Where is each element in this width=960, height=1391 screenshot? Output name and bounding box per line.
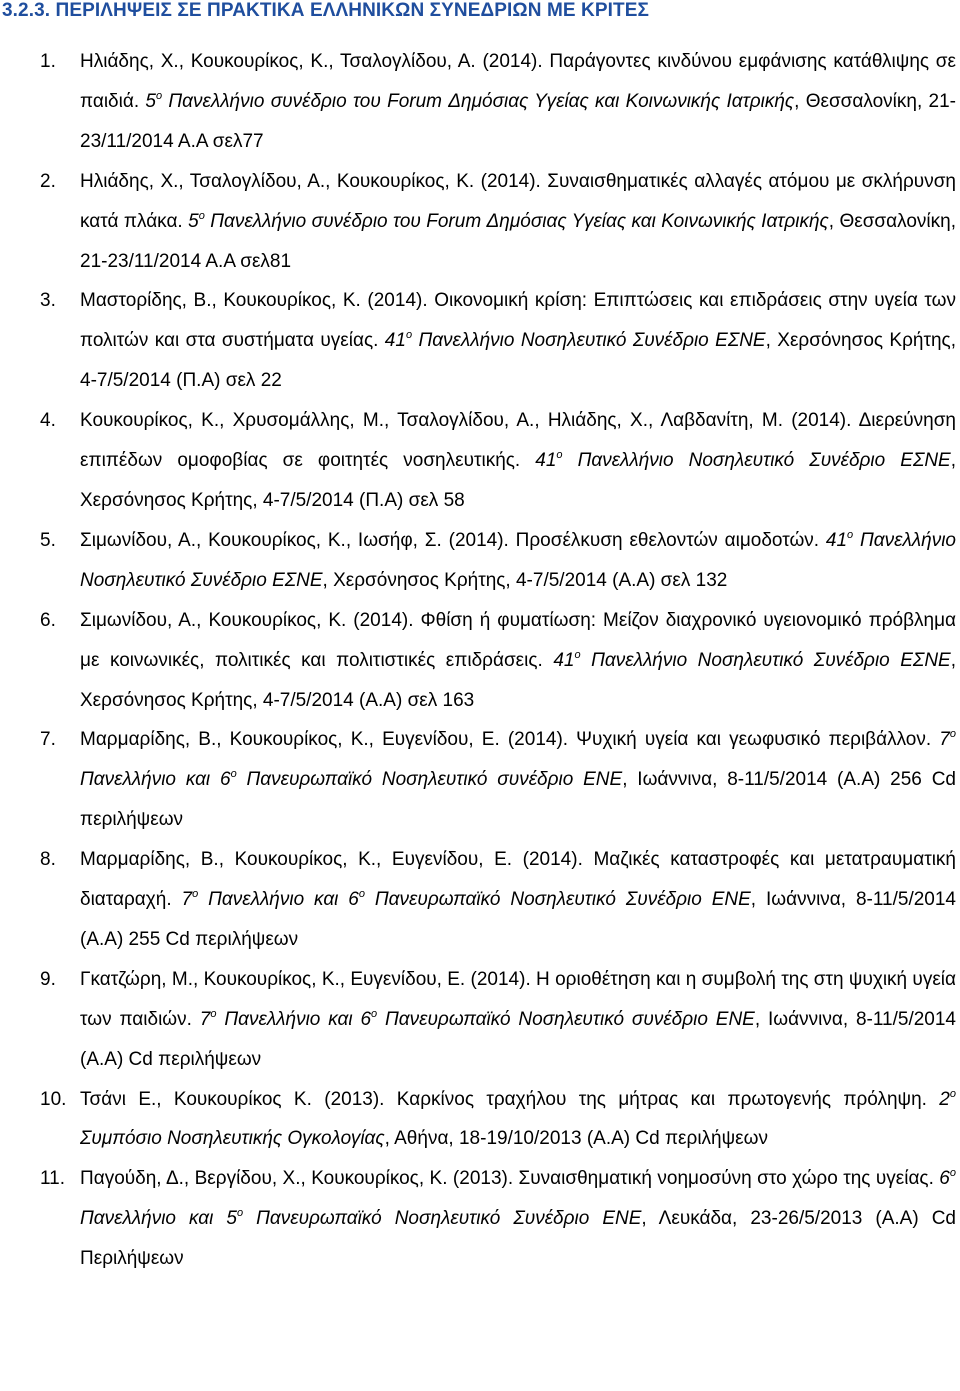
conference-title: Πανελλήνιο και 6 <box>80 769 231 791</box>
reference-item <box>0 960 960 1080</box>
conference-title: 7 <box>939 729 950 751</box>
conference-title: 41 <box>535 450 557 472</box>
reference-segment: , Λευκάδα, 23-26/5/2013 (Α.Α) Cd Περιλήψεων <box>80 1208 956 1270</box>
reference-number: 2. <box>40 170 56 192</box>
reference-segment: , Ιωάννινα, 8-11/5/2014 (Α.Α) 256 Cd περιλήψεων <box>80 769 956 831</box>
conference-title: Πανελλήνιο Νοσηλευτικό Συνέδριο ΕΣΝΕ <box>580 649 951 671</box>
conference-title: Πανελλήνιο Νοσηλευτικό Συνέδριο ΕΣΝΕ <box>80 529 956 591</box>
conference-title: Πανευρωπαϊκό Νοσηλευτικό Συνέδριο ΕΝΕ <box>365 889 751 911</box>
ordinal-superscript: ο <box>556 449 563 462</box>
conference-title: 2 <box>939 1088 950 1110</box>
conference-title: 6 <box>939 1168 950 1190</box>
reference-segment: , Χερσόνησος Κρήτης, 4-7/5/2014 (Α.Α) σελ 163 <box>80 649 957 711</box>
conference-title: Συμπόσιο Νοσηλευτικής Ογκολογίας <box>80 1128 385 1150</box>
ordinal-superscript: ο <box>236 1207 244 1220</box>
conference-title: 7 <box>199 1008 211 1030</box>
conference-title: 41 <box>384 330 406 352</box>
reference-number: 7. <box>40 729 56 751</box>
conference-title: Πανευρωπαϊκό Νοσηλευτικό συνέδριο ΕΝΕ <box>236 769 623 791</box>
reference-text <box>80 849 956 950</box>
ordinal-superscript: ο <box>847 528 854 541</box>
reference-item <box>0 1080 960 1160</box>
reference-segment: , Ιωάννινα, 8-11/5/2014 (Α.Α) 255 Cd περιλήψεων <box>80 889 956 950</box>
reference-text <box>80 1089 956 1150</box>
reference-number: 4. <box>40 410 56 432</box>
ordinal-superscript: ο <box>949 1087 956 1100</box>
conference-title: Πανευρωπαϊκό Νοσηλευτικό συνέδριο ΕΝΕ <box>377 1008 755 1030</box>
reference-segment: , Χερσόνησος Κρήτης, 4-7/5/2014 (Α.Α) σελ 132 <box>322 569 728 591</box>
reference-segment: Κουκουρίκος, Κ., Χρυσομάλλης, Μ., Τσαλογλίδου, Α., Ηλιάδης, Χ., Λαβδανίτη, Μ. (2014). Διερεύνηση επιπέδων ομοφοβίας σε φοιτητές νοσηλευτικής. <box>80 410 956 472</box>
conference-title: 41 <box>553 649 575 671</box>
ordinal-superscript: ο <box>949 1167 956 1180</box>
reference-text <box>80 1168 956 1269</box>
reference-item <box>0 840 960 960</box>
reference-segment: Τσάνι Ε., Κουκουρίκος Κ. (2013). Καρκίνος τραχήλου της μήτρας και πρωτογενής πρόληψη. <box>80 1088 940 1110</box>
reference-text <box>80 729 956 830</box>
reference-text <box>80 51 956 152</box>
reference-number: 1. <box>40 51 56 72</box>
reference-number: 5. <box>40 529 56 551</box>
conference-title: Πανελλήνιο και 6 <box>198 889 359 911</box>
reference-segment: Μαστορίδης, Β., Κουκουρίκος, Κ. (2014). Οικονομική κρίση: Επιπτώσεις και επιδράσεις στην υγεία των πολιτών και στα συστήματα υγείας. <box>80 290 956 352</box>
ordinal-superscript: ο <box>371 1007 378 1020</box>
conference-title: 7 <box>181 889 193 911</box>
reference-item <box>0 281 960 401</box>
reference-segment: , Ιωάννινα, 8-11/5/2014 (Α.Α) Cd περιλήψεων <box>80 1008 956 1070</box>
reference-segment: , Θεσσαλονίκη, 21-23/11/2014 Α.Α σελ77 <box>80 90 956 152</box>
reference-number: 10. <box>40 1088 67 1110</box>
reference-number: 8. <box>40 849 56 871</box>
reference-text <box>80 171 956 272</box>
reference-text <box>80 969 956 1070</box>
reference-item <box>0 601 960 721</box>
conference-title: Πανελλήνιο και 5 <box>80 1208 237 1230</box>
ordinal-superscript: ο <box>198 209 205 222</box>
reference-segment: Μαρμαρίδης, Β., Κουκουρίκος, Κ., Ευγενίδου, Ε. (2014). Ψυχική υγεία και γεωφυσικό περιβάλλον. <box>80 729 940 751</box>
reference-segment: , Αθήνα, 18-19/10/2013 (Α.Α) Cd περιλήψεων <box>384 1128 768 1150</box>
reference-item <box>0 401 960 521</box>
reference-text <box>80 290 956 391</box>
ordinal-superscript: ο <box>358 888 365 901</box>
conference-title: 5 <box>188 210 199 232</box>
ordinal-superscript: ο <box>192 888 199 901</box>
ordinal-superscript: ο <box>210 1007 217 1020</box>
reference-number: 6. <box>40 609 56 631</box>
reference-segment: Μαρμαρίδης, Β., Κουκουρίκος, Κ., Ευγενίδου, Ε. (2014). Μαζικές καταστροφές και μετατραυματική διαταραχή. <box>80 849 956 911</box>
conference-title: Πανευρωπαϊκό Νοσηλευτικό Συνέδριο ΕΝΕ <box>243 1208 642 1230</box>
reference-number: 9. <box>40 968 56 990</box>
reference-segment: Σιμωνίδου, Α., Κουκουρίκος, Κ. (2014). Φθίση ή φυματίωση: Μείζον διαχρονικό υγειονομικό πρόβλημα με κοινωνικές, πολιτικές και πολιτιστικές επιδράσεις. <box>80 609 956 671</box>
reference-segment: Ηλιάδης, Χ., Τσαλογλίδου, Α., Κουκουρίκος, Κ. (2014). Συναισθηματικές αλλαγές ατόμου με σκλήρυνση κατά πλάκα. <box>80 170 956 232</box>
conference-title: Πανελλήνιο συνέδριο του Forum Δημόσιας Υγείας και Κοινωνικής Ιατρικής <box>204 210 829 232</box>
ordinal-superscript: ο <box>230 768 237 781</box>
reference-segment: Ηλιάδης, Χ., Κουκουρίκος, Κ., Τσαλογλίδου, Α. (2014). Παράγοντες κινδύνου εμφάνισης κατάθλιψης σε παιδιά. <box>80 51 956 112</box>
reference-item <box>0 720 960 840</box>
reference-list <box>0 42 960 1279</box>
conference-title: Πανελλήνιο Νοσηλευτικό Συνέδριο ΕΣΝΕ <box>412 330 766 352</box>
conference-title: Πανελλήνιο Νοσηλευτικό Συνέδριο ΕΣΝΕ <box>562 450 951 472</box>
conference-title: Πανελλήνιο και 6 <box>216 1008 372 1030</box>
reference-number: 3. <box>40 290 56 312</box>
reference-segment: , Χερσόνησος Κρήτης, 4-7/5/2014 (Π.Α) σελ 58 <box>80 450 957 511</box>
conference-title: 41 <box>825 529 848 551</box>
reference-text <box>80 610 956 711</box>
ordinal-superscript: ο <box>155 89 163 102</box>
reference-number: 11. <box>40 1168 66 1190</box>
reference-segment: , Θεσσαλονίκη, 21-23/11/2014 Α.Α σελ81 <box>80 210 956 272</box>
reference-item <box>0 1159 960 1279</box>
reference-segment: Παγούδη, Δ., Βεργίδου, Χ., Κουκουρίκος, Κ. (2013). Συναισθηματική νοημοσύνη στο χώρο της υγείας. <box>80 1168 940 1190</box>
conference-title: 5 <box>145 90 156 112</box>
ordinal-superscript: ο <box>574 648 581 661</box>
reference-item <box>0 42 960 162</box>
reference-item <box>0 521 960 601</box>
conference-title: Πανελλήνιο συνέδριο του Forum Δημόσιας Υγείας και Κοινωνικής Ιατρικής <box>162 90 795 112</box>
reference-text <box>80 410 956 511</box>
reference-item <box>0 162 960 282</box>
ordinal-superscript: ο <box>949 728 956 741</box>
reference-text <box>80 530 956 591</box>
section-heading: 3.2.3. ΠΕΡΙΛΗΨΕΙΣ ΣΕ ΠΡΑΚΤΙΚΑ ΕΛΛΗΝΙΚΩΝ ΣΥΝΕΔΡΙΩΝ ΜΕ ΚΡΙΤΕΣ <box>2 0 649 21</box>
reference-segment: Σιμωνίδου, Α., Κουκουρίκος, Κ., Ιωσήφ, Σ. (2014). Προσέλκυση εθελοντών αιμοδοτών. <box>80 529 826 551</box>
reference-segment: , Χερσόνησος Κρήτης, 4-7/5/2014 (Π.Α) σελ 22 <box>80 330 956 392</box>
reference-segment: Γκατζώρη, Μ., Κουκουρίκος, Κ., Ευγενίδου, Ε. (2014). Η οριοθέτηση και η συμβολή της στη ψυχική υγεία των παιδιών. <box>80 968 956 1030</box>
ordinal-superscript: ο <box>405 329 413 342</box>
